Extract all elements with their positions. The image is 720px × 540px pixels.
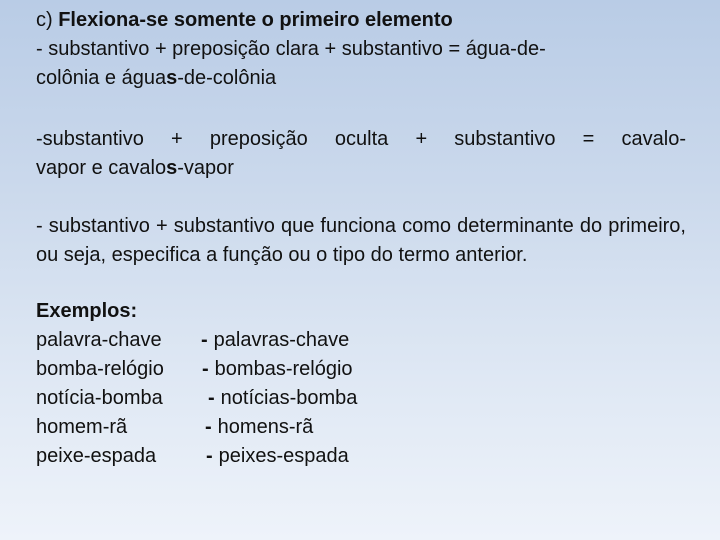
- example-row: [36, 442, 686, 471]
- rule-1-plural-mark: s: [166, 67, 178, 89]
- example-singular: notícia-bomba: [36, 387, 163, 409]
- example-plural: peixes-espada: [218, 445, 349, 467]
- rule-2-plural-mark: s: [166, 157, 178, 179]
- example-singular: palavra-chave: [36, 329, 162, 351]
- example-dash: -: [201, 329, 208, 351]
- examples-list: [36, 326, 686, 471]
- example-dash: -: [205, 416, 212, 438]
- example-plural: homens-rã: [217, 416, 314, 438]
- slide-content: [36, 6, 686, 471]
- examples-title: Exemplos:: [36, 300, 138, 322]
- rule-1-line2-after: -de-colônia: [177, 67, 277, 89]
- example-singular: bomba-relógio: [36, 358, 164, 380]
- example-dash: -: [206, 445, 213, 467]
- example-row: [36, 413, 686, 442]
- rule-3: - substantivo + substantivo que funciona como determinante do primeiro, ou seja, especifica a função ou o tipo do termo anterior.: [36, 215, 686, 266]
- rule-1-line2-before: colônia e água: [36, 67, 167, 89]
- example-plural: notícias-bomba: [220, 387, 358, 409]
- example-plural: palavras-chave: [213, 329, 350, 351]
- example-singular: homem-rã: [36, 416, 128, 438]
- example-singular: peixe-espada: [36, 445, 157, 467]
- rule-2: [36, 125, 686, 183]
- rule-2-line2-after: -vapor: [177, 157, 234, 179]
- example-dash: -: [202, 358, 209, 380]
- section-heading: [36, 6, 686, 35]
- heading-prefix: c): [36, 9, 59, 31]
- example-dash: -: [208, 387, 215, 409]
- heading-bold-text: Flexiona-se somente o primeiro elemento: [58, 9, 453, 31]
- rule-2-line2-before: vapor e cavalo: [36, 157, 167, 179]
- example-row: [36, 355, 686, 384]
- rule-1: [36, 35, 686, 93]
- rule-1-line1: - substantivo + preposição clara + substantivo = água-de-: [36, 38, 546, 60]
- example-row: [36, 326, 686, 355]
- example-row: [36, 384, 686, 413]
- example-plural: bombas-relógio: [214, 358, 353, 380]
- rule-2-line1: -substantivo + preposição oculta + substantivo = cavalo-: [36, 128, 686, 150]
